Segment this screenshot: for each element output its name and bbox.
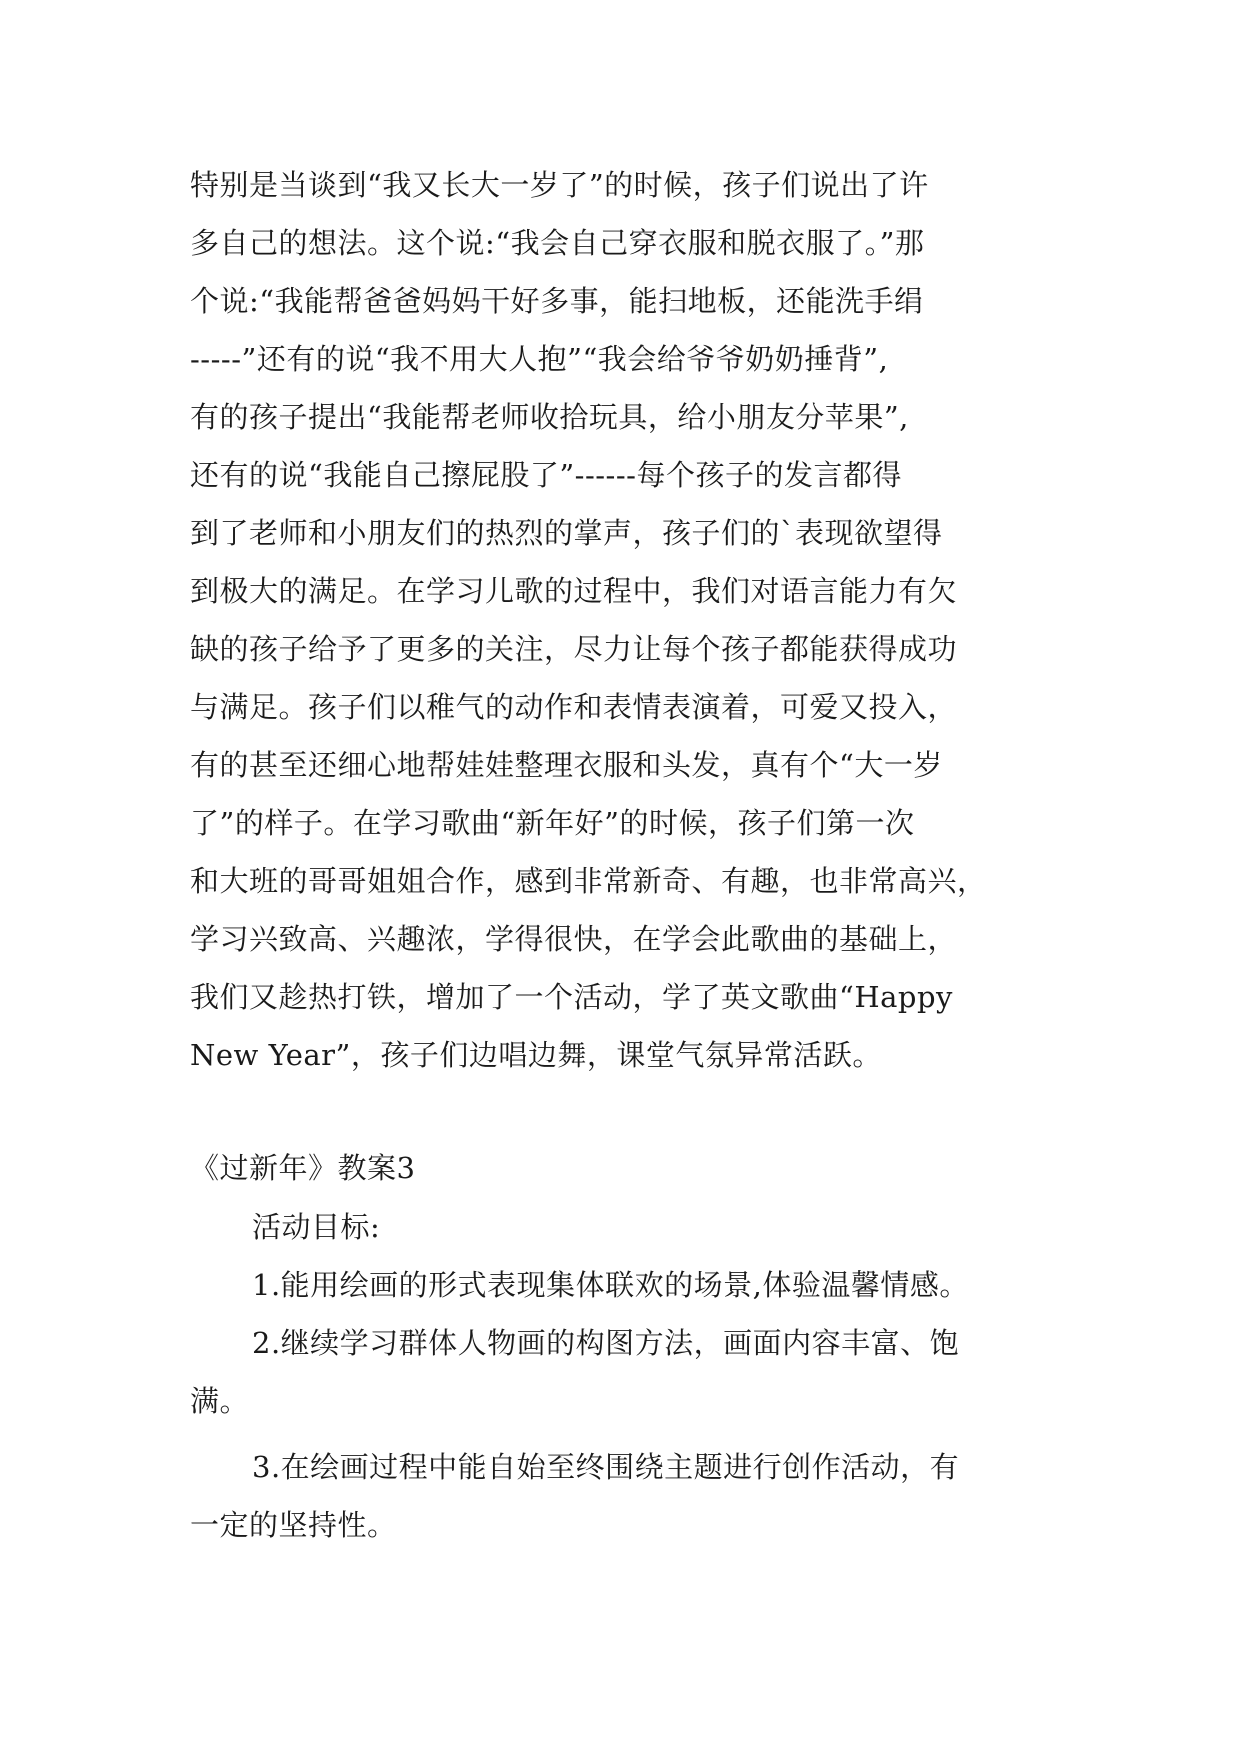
objective-item-3-continuation: 一定的坚持性。 xyxy=(190,1508,397,1542)
paragraph-line: 学习兴致高、兴趣浓，学得很快，在学会此歌曲的基础上， xyxy=(190,922,958,956)
paragraph-line: 到极大的满足。在学习儿歌的过程中，我们对语言能力有欠 xyxy=(190,574,958,608)
objectives-heading: 活动目标: xyxy=(252,1210,381,1244)
objective-item-1: 1.能用绘画的形式表现集体联欢的场景,体验温馨情感。 xyxy=(252,1268,969,1302)
paragraph-line: 缺的孩子给予了更多的关注，尽力让每个孩子都能获得成功 xyxy=(190,632,958,666)
paragraph-line: 和大班的哥哥姐姐合作，感到非常新奇、有趣，也非常高兴， xyxy=(190,864,987,898)
objective-item-2: 2.继续学习群体人物画的构图方法，画面内容丰富、饱 xyxy=(252,1326,960,1360)
paragraph-line: -----”还有的说“我不用大人抱”“我会给爷爷奶奶捶背”, xyxy=(190,342,889,376)
objective-item-2-continuation: 满。 xyxy=(190,1384,250,1418)
paragraph-line: 个说:“我能帮爸爸妈妈干好多事，能扫地板，还能洗手绢 xyxy=(190,284,924,318)
section-title: 《过新年》教案3 xyxy=(190,1151,416,1185)
paragraph-line: 有的甚至还细心地帮娃娃整理衣服和头发，真有个“大一岁 xyxy=(190,748,943,782)
paragraph-line: 与满足。孩子们以稚气的动作和表情表演着，可爱又投入， xyxy=(190,690,958,724)
paragraph-line: 了”的样子。在学习歌曲“新年好”的时候，孩子们第一次 xyxy=(190,806,915,840)
paragraph-line: 还有的说“我能自己擦屁股了”------每个孩子的发言都得 xyxy=(190,458,902,492)
paragraph-line: 特别是当谈到“我又长大一岁了”的时候，孩子们说出了许 xyxy=(190,168,929,202)
paragraph-line: 我们又趁热打铁，增加了一个活动，学了英文歌曲“Happy xyxy=(190,980,953,1014)
objective-item-3: 3.在绘画过程中能自始至终围绕主题进行创作活动，有 xyxy=(252,1450,960,1484)
paragraph-line: 多自己的想法。这个说:“我会自己穿衣服和脱衣服了。”那 xyxy=(190,226,925,260)
paragraph-line: New Year”，孩子们边唱边舞，课堂气氛异常活跃。 xyxy=(190,1038,882,1072)
paragraph-line: 到了老师和小朋友们的热烈的掌声，孩子们的`表现欲望得 xyxy=(190,516,943,550)
paragraph-line: 有的孩子提出“我能帮老师收拾玩具，给小朋友分苹果”, xyxy=(190,400,909,434)
